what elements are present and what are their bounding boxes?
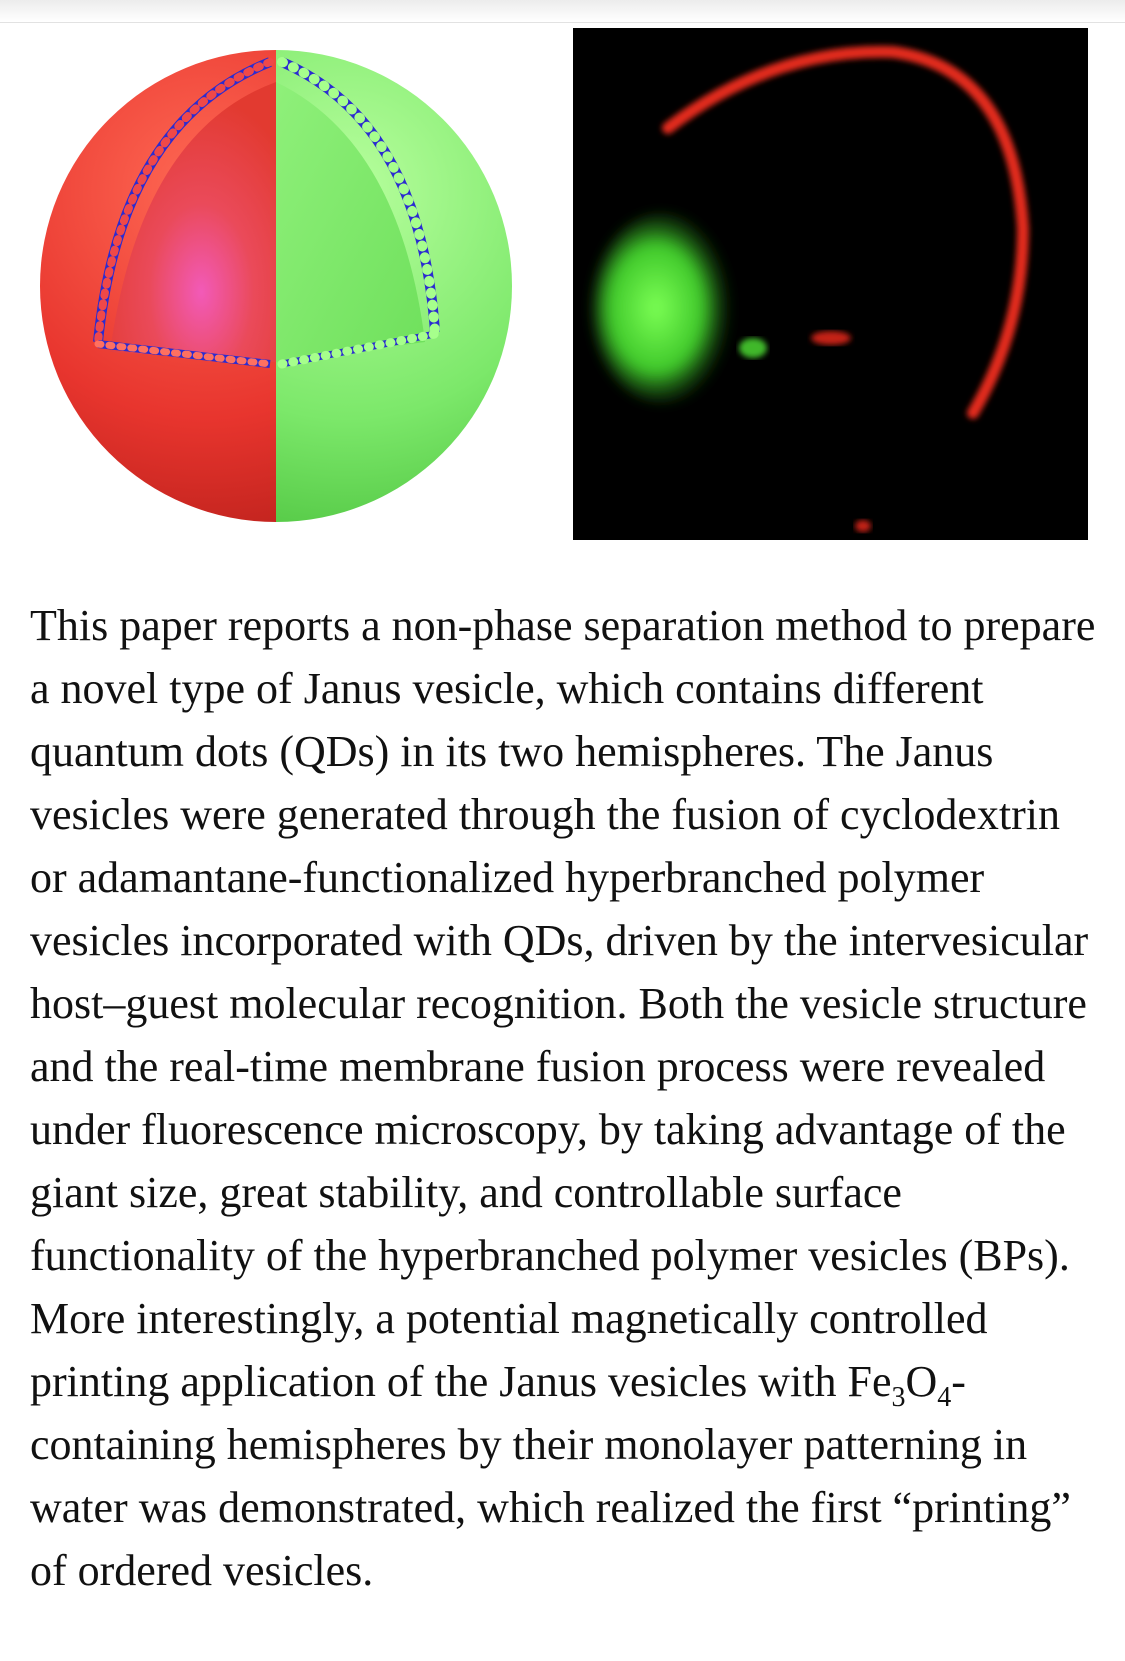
abstract-part-2: O [905,1357,938,1406]
abstract-text [30,594,1105,1602]
fluorescence-micrograph [573,28,1088,540]
red-fluorescence-spot [811,331,851,345]
green-fluorescence-patch [593,213,733,403]
abstract-part-3: -containing hemispheres by their monolayer patterning in water was demonstrated, which realized the first “printing” of ordered vesicles. [30,1357,1071,1595]
janus-vesicle-illustration [20,22,540,542]
graphical-abstract-figure [0,22,1125,542]
abstract-subscript-2: 4 [937,1381,952,1413]
green-fluorescence-spot [739,338,767,358]
abstract-subscript-1: 3 [891,1381,906,1413]
abstract-part-1: This paper reports a non-phase separation method to prepare a novel type of Janus vesicle, which contains different quantum dots (QDs) in its two hemispheres. The Janus vesicles were generated through the fusion of cyclodextrin or adamantane-functionalized hyperbranched polymer vesicles incorporated with QDs, driven by the intervesicular host–guest molecular recognition. Both the vesicle structure and the real-time membrane fusion process were revealed under fluorescence microscopy, by taking advantage of the giant size, great stability, and controllable surface functionality of the hyperbranched polymer vesicles (BPs). More interestingly, a potential magnetically controlled printing application of the Janus vesicles with Fe [30,601,1096,1406]
red-fluorescence-dot [855,520,871,532]
top-divider [0,0,1125,23]
